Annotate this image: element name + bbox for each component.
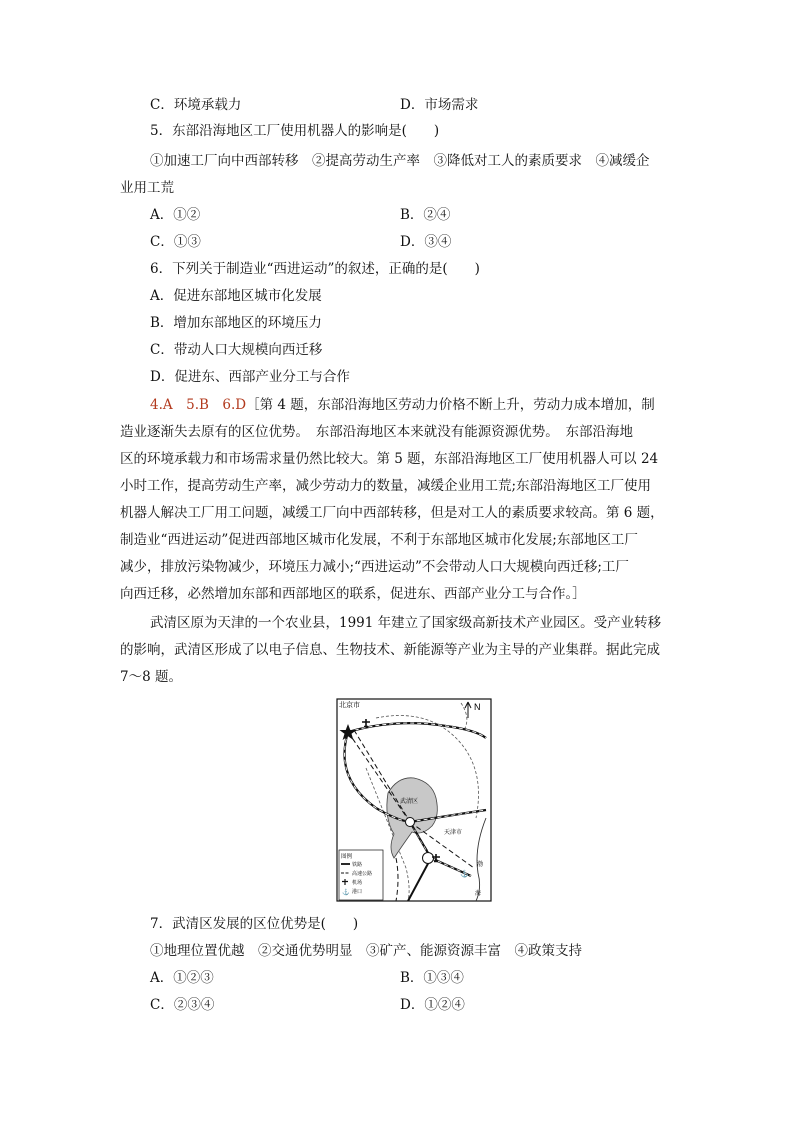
q6-option-b: B．增加东部地区的环境压力 (150, 315, 322, 331)
north-label: N (474, 702, 481, 712)
answer-line-3: 区的环境承载力和市场需求量仍然比较大。第 5 题，东部沿海地区工厂使用机器人可以 24 (120, 451, 659, 467)
q6-stem: 6．下列关于制造业“西进运动”的叙述，正确的是( ) (150, 261, 480, 277)
wuqing-label: 武清区 (400, 798, 419, 805)
legend-highway-label: 高速公路 (352, 871, 373, 877)
answer-line-8: 向西迁移，必然增加东部和西部地区的联系，促进东、西部产业分工与合作。］ (120, 586, 586, 602)
answer-text-1: ［第 4 题，东部沿海地区劳动力价格不断上升，劳动力成本增加，制 (246, 397, 655, 413)
legend-title: 图例 (341, 854, 353, 860)
wuqing-location-map (336, 698, 492, 902)
answer-line-7: 减少，排放污染物减少，环境压力减小;“西进运动”不会带动人口大规模向西迁移;工厂 (120, 559, 629, 575)
answer-line-6: 制造业“西进运动”促进西部地区城市化发展，不利于东部地区城市化发展;东部地区工厂 (120, 532, 638, 548)
q7-option-c: C．②③④ (150, 997, 215, 1013)
passage-line-2: 的影响，武清区形成了以电子信息、生物技术、新能源等产业为主导的产业集群。据此完成 (120, 642, 660, 658)
beijing-label: 北京市 (339, 701, 360, 709)
legend-airport-label: 机场 (352, 880, 363, 886)
tianjin-label: 天津市 (444, 829, 463, 836)
tianjin-city-marker (423, 853, 434, 864)
q5-items-line1: ①加速工厂向中西部转移 ②提高劳动生产率 ③降低对工人的素质要求 ④减缓企 (150, 153, 650, 169)
passage-line-3: 7～8 题。 (120, 669, 182, 685)
q5-stem: 5．东部沿海地区工厂使用机器人的影响是( ) (150, 123, 440, 139)
q5-option-d: D．③④ (400, 234, 452, 250)
legend-port-label: 港口 (352, 889, 363, 895)
q6-option-a: A．促进东部地区城市化发展 (150, 288, 322, 304)
q4-option-c: C．环境承载力 (150, 97, 242, 113)
q7-stem: 7．武清区发展的区位优势是( ) (150, 916, 359, 932)
answer-line-5: 机器人解决工厂用工问题，减缓工厂向中西部转移，但是对工人的素质要求较高。第 6 题， (120, 505, 664, 521)
q7-option-d: D．①②④ (400, 997, 465, 1013)
q7-option-a: A．①②③ (150, 970, 214, 986)
port-icon: ⚓ (460, 870, 469, 878)
q4-option-d: D．市场需求 (400, 97, 479, 113)
q5-items-line2: 业用工荒 (120, 180, 174, 196)
q6-option-c: C．带动人口大规模向西迁移 (150, 342, 323, 358)
answer-line-2: 造业逐渐失去原有的区位优势。 东部沿海地区本来就没有能源资源优势。 东部沿海地 (120, 424, 633, 440)
answer-line-4: 小时工作，提高劳动生产率，减少劳动力的数量，减缓企业用工荒;东部沿海地区工厂使用 (120, 478, 652, 494)
q5-option-b: B．②④ (400, 207, 451, 223)
legend-port-icon: ⚓ (342, 889, 350, 896)
q6-option-d: D．促进东、西部产业分工与合作 (150, 369, 350, 385)
q7-option-b: B．①③④ (400, 970, 464, 986)
bohai-label-2: 海 (475, 890, 482, 897)
bohai-label-1: 渤 (477, 861, 484, 868)
answer-keys: 4.A 5.B 6.D (150, 397, 247, 413)
q7-items: ①地理位置优越 ②交通优势明显 ③矿产、能源资源丰富 ④政策支持 (150, 943, 582, 959)
q5-option-c: C．①③ (150, 234, 201, 250)
wuqing-city-marker (406, 818, 415, 827)
passage-line-1: 武清区原为天津的一个农业县，1991 年建立了国家级高新技术产业园区。受产业转移 (150, 615, 662, 631)
legend-rail-label: 铁路 (352, 862, 363, 868)
q5-option-a: A．①② (150, 207, 201, 223)
answer-line-1 (150, 395, 655, 415)
